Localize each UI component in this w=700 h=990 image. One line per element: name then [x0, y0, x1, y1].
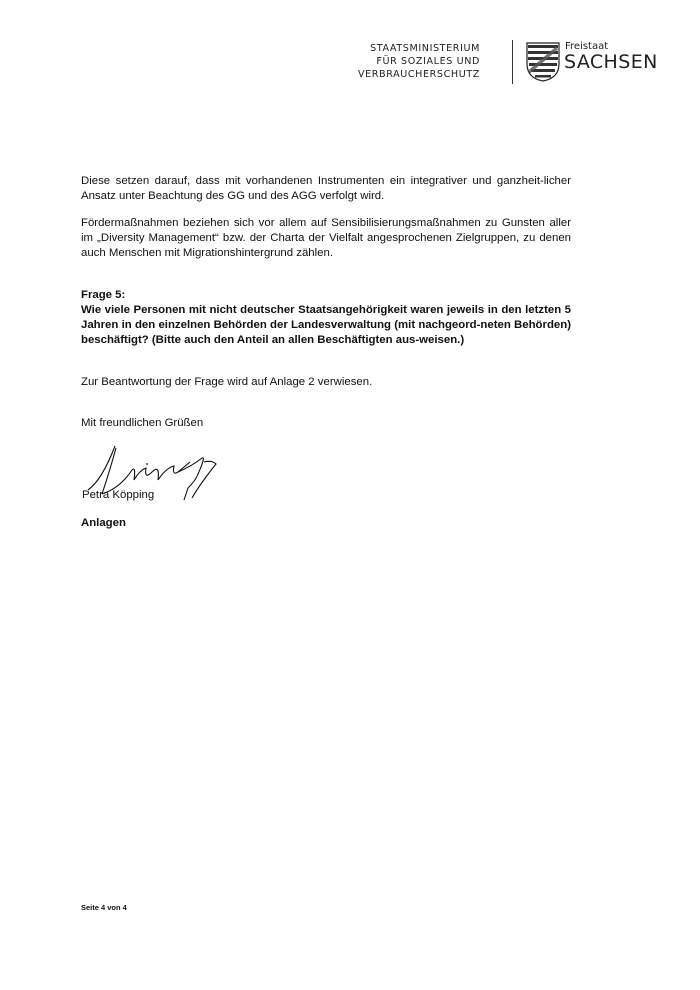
- question-label: Frage 5:: [81, 289, 126, 301]
- saxony-coat-of-arms-icon: [526, 42, 560, 82]
- letterhead-divider: [512, 40, 513, 84]
- ministry-line-2: FÜR SOZIALES UND: [376, 56, 480, 67]
- ministry-name: [358, 42, 480, 81]
- closing-greeting: Mit freundlichen Grüßen: [81, 417, 204, 429]
- paragraph-1: Diese setzen darauf, dass mit vorhandenen Instrumenten ein integrativer und ganzheit-licher Ansatz unter Beachtung des GG und des AGG verfolgt wird.: [81, 175, 571, 202]
- state-label: Freistaat: [565, 41, 609, 52]
- signer-name: Petra Köpping: [82, 489, 155, 501]
- page-number: Seite 4 von 4: [81, 903, 127, 912]
- ministry-line-3: VERBRAUCHERSCHUTZ: [357, 69, 480, 80]
- answer-text: Zur Beantwortung der Frage wird auf Anlage 2 verwiesen.: [81, 376, 373, 388]
- attachments-label: Anlagen: [81, 517, 126, 529]
- state-name: SACHSEN: [564, 51, 658, 73]
- paragraph-2: Fördermaßnahmen beziehen sich vor allem auf Sensibilisierungsmaßnahmen zu Gunsten aller im „Diversity Management“ bzw. der Charta der Vielfalt angesprochenen Zielgruppen, zu denen auch Menschen mit Migrationshintergrund zählen.: [81, 217, 571, 259]
- ministry-line-1: STAATSMINISTERIUM: [370, 43, 480, 54]
- letterhead: [357, 40, 680, 90]
- question-text: Wie viele Personen mit nicht deutscher Staatsangehörigkeit waren jeweils in den letzten 5 Jahren in den einzelnen Behörden der Landesverwaltung (mit nachgeord-neten Behörden) beschäftigt? (Bitte auch den Anteil an allen Beschäftigten aus-weisen.): [81, 304, 571, 346]
